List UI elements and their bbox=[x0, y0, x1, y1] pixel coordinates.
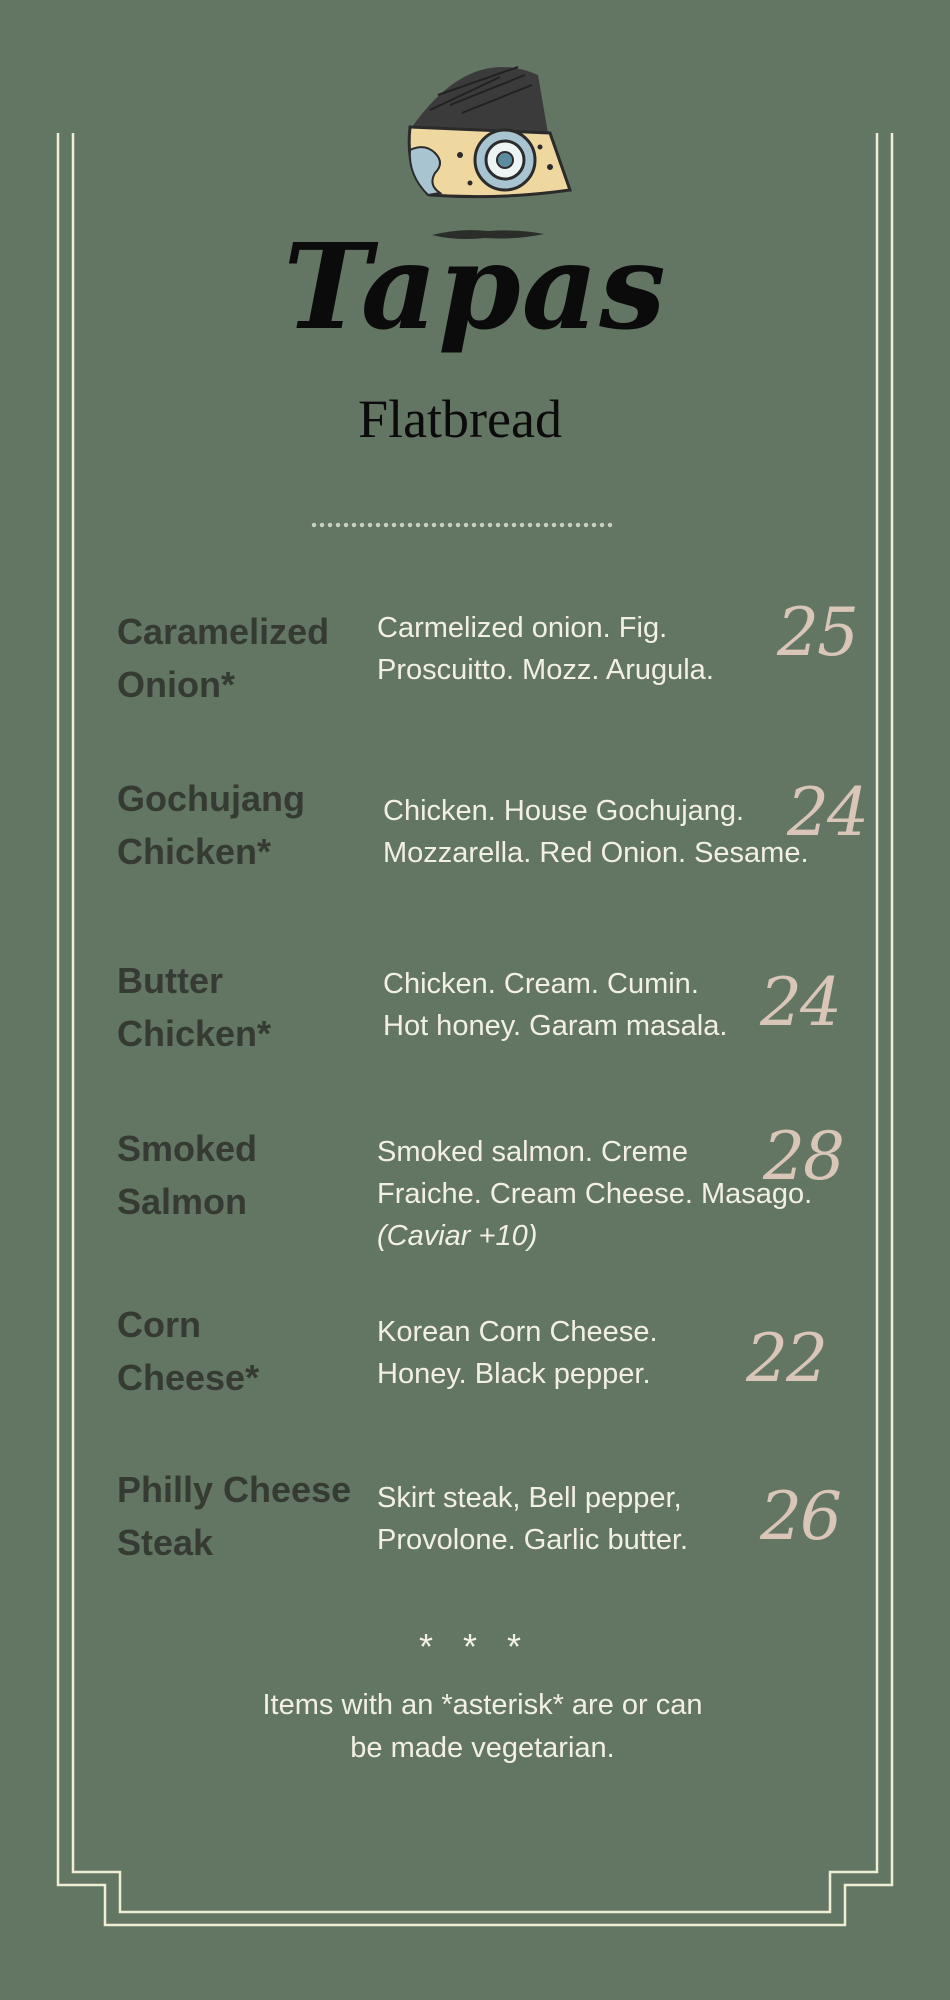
item-description: Carmelized onion. Fig. Proscuitto. Mozz. Arugula. bbox=[377, 612, 714, 686]
item-name: Gochujang Chicken* bbox=[117, 778, 305, 872]
item-name: Butter Chicken* bbox=[117, 960, 272, 1054]
item-price: 24 bbox=[787, 774, 867, 851]
item-price: 26 bbox=[760, 1478, 840, 1555]
section-divider: * * * bbox=[418, 1626, 532, 1667]
item-name: Caramelized Onion* bbox=[117, 611, 330, 705]
menu-title: Tapas bbox=[283, 217, 667, 356]
item-price: 24 bbox=[760, 964, 840, 1041]
menu-subtitle: Flatbread bbox=[358, 389, 562, 449]
item-price: 22 bbox=[746, 1320, 826, 1397]
item-description: Korean Corn Cheese. Honey. Black pepper. bbox=[377, 1316, 658, 1390]
item-description: Chicken. House Gochujang. Mozzarella. Red Onion. Sesame. bbox=[383, 795, 809, 869]
item-description: Smoked salmon. Creme Fraiche. Cream Cheese. Masago. (Caviar +10) bbox=[377, 1136, 813, 1252]
item-description: Skirt steak, Bell pepper, Provolone. Garlic butter. bbox=[377, 1482, 689, 1556]
item-name: Corn Cheese* bbox=[117, 1304, 260, 1398]
flatbread-slice-icon bbox=[400, 55, 575, 200]
dotted-divider bbox=[310, 522, 614, 528]
item-name: Philly Cheese Steak bbox=[117, 1469, 352, 1563]
item-price: 25 bbox=[777, 594, 857, 671]
item-name: Smoked Salmon bbox=[117, 1128, 258, 1222]
item-price: 28 bbox=[763, 1118, 843, 1195]
vegetarian-footnote: Items with an *asterisk* are or can be made vegetarian. bbox=[262, 1689, 703, 1764]
item-description: Chicken. Cream. Cumin. Hot honey. Garam masala. bbox=[383, 968, 728, 1042]
